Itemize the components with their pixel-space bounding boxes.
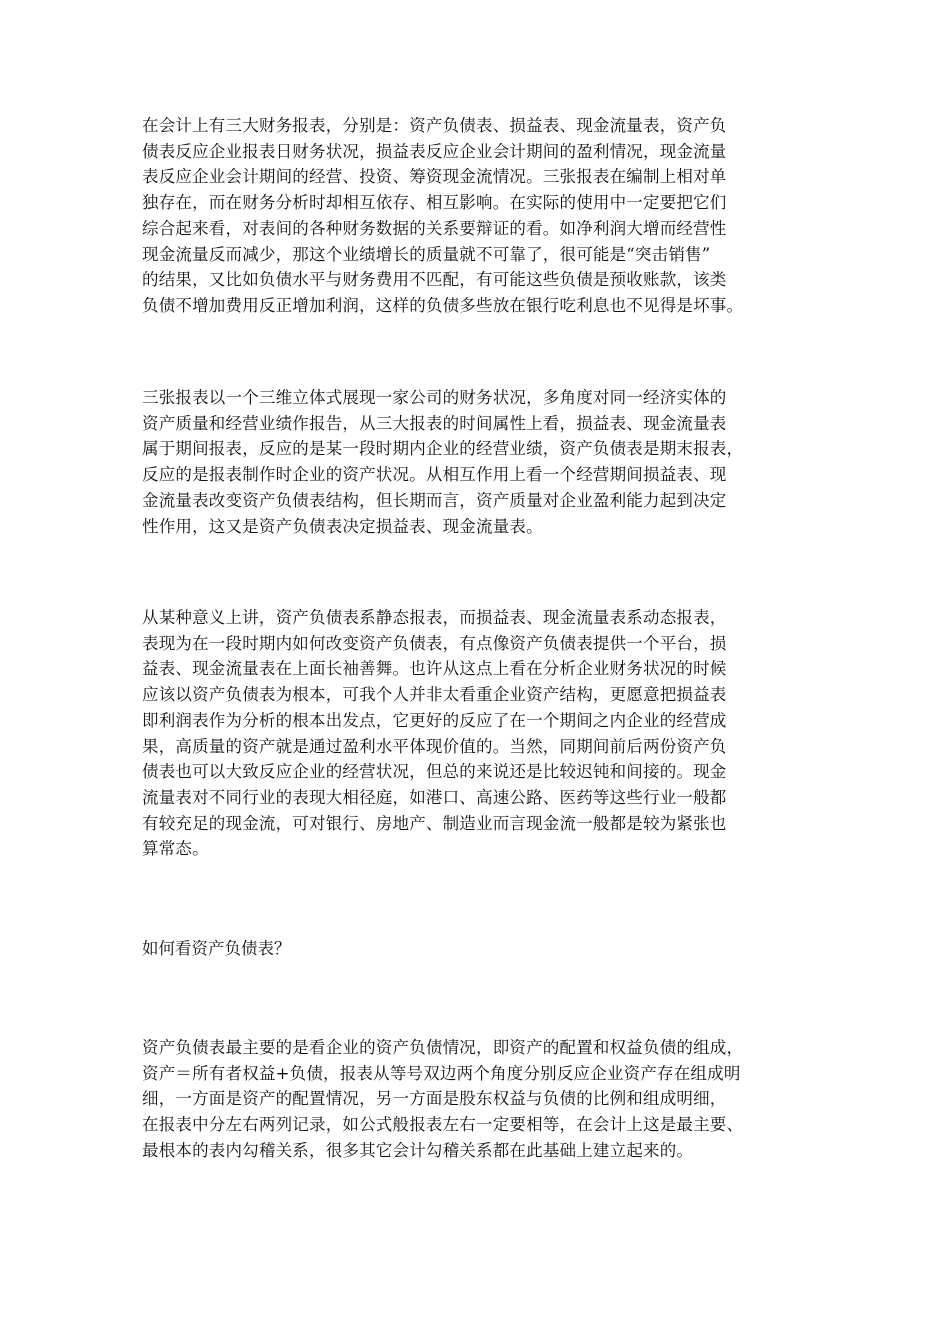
paragraph-three-dimensional-view: 三张报表以一个三维立体式展现一家公司的财务状况，多角度对同一经济实体的 资产质量和经营业绩作报告，从三大报表的时间属性上看，损益表、现金流量表 属于期间报表，反应的是某一段时期内企业的经营业绩，资产负债表是期末报表， 反应的是报表制作时企业的资产状况。从相互作用上看一个经营期间损益表、现 金流量表改变资产负债表结构，但长期而言，资产质量对企业盈利能力起到决定 性作用，这又是资产负债表决定损益表、现金流量表。 — [142, 388, 744, 536]
paragraph-three-statements: 在会计上有三大财务报表，分别是：资产负债表、损益表、现金流量表，资产负 债表反应企业报表日财务状况，损益表反应企业会计期间的盈利情况，现金流量 表反应企业会计期间的经营、投资、筹资现金流情况。三张报表在编制上相对单 独存在，而在财务分析时却相互依存、相互影响。在实际的使用中一定要把它们 综合起来看，对表间的各种财务数据的关系要辩证的看。如净利润大增而经营性 现金流量反而减少，那这个业绩增长的质量就不可靠了，很可能是“突击销售” 的结果，又比如负债水平与财务费用不匹配，有可能这些负债是预收账款，该类 负债不增加费用反正增加利润，这样的负债多些放在银行吃利息也不见得是坏事。 — [142, 116, 744, 315]
paragraph-static-dynamic: 从某种意义上讲，资产负债表系静态报表，而损益表、现金流量表系动态报表， 表现为在一段时期内如何改变资产负债表，有点像资产负债表提供一个平台，损 益表、现金流量表在上面长袖善舞。也许从这点上看在分析企业财务状况的时候 应该以资产负债表为根本，可我个人并非太看重企业资产结构，更愿意把损益表 即利润表作为分析的根本出发点，它更好的反应了在一个期间之内企业的经营成 果，高质量的资产就是通过盈利水平体现价值的。当然，同期间前后两份资产负 债表也可以大致反应企业的经营状况，但总的来说还是比较迟钝和间接的。现金 流量表对不同行业的表现大相径庭，如港口、高速公路、医药等这些行业一般都 有较充足的现金流，可对银行、房地产、制造业而言现金流一般都是较为紧张也 算常态。 — [142, 608, 727, 859]
paragraph-balance-sheet: 资产负债表最主要的是看企业的资产负债情况，即资产的配置和权益负债的组成， 资产＝所有者权益+负债，报表从等号双边两个角度分别反应企业资产存在组成明 细，一方面是资产的配置情况，另一方面是股东权益与负债的比例和组成明细， 在报表中分左右两列记录，如公式般报表左右一定要相等，在会计上这是最主要、 最根本的表内勾稽关系，很多其它会计勾稽关系都在此基础上建立起来的。 — [142, 1038, 744, 1160]
section-heading: 如何看资产负债表？ — [142, 939, 291, 958]
